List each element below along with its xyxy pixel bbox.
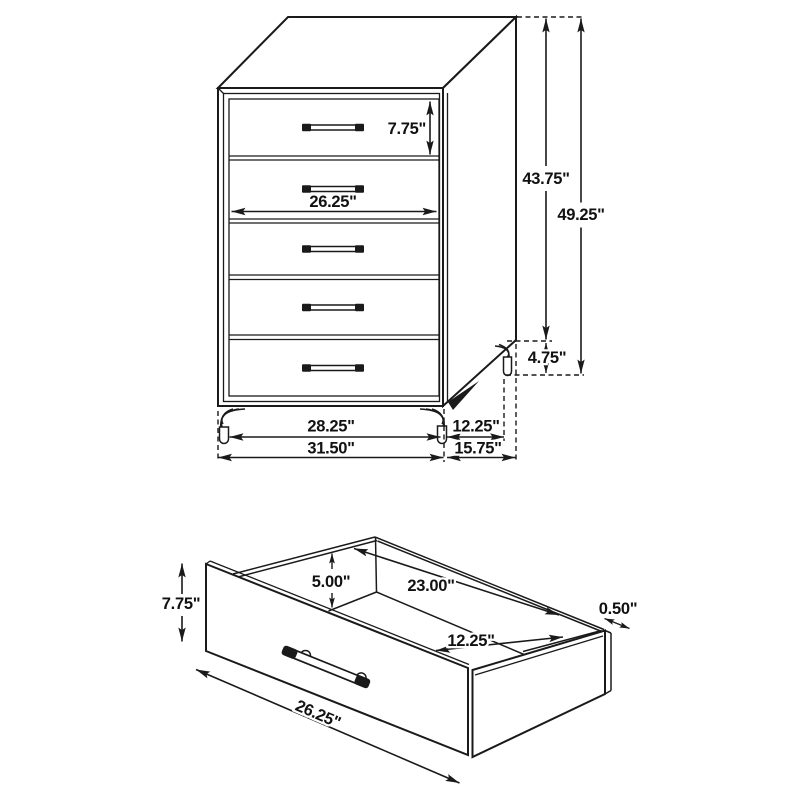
drawer-front-top-cap: [206, 561, 210, 564]
dim-chest-inner-width: 28.25": [307, 417, 355, 436]
dim-drawer-front-height: 7.75": [161, 595, 201, 613]
dim-drawer-inner-height: 5.00": [311, 573, 351, 591]
dim-drawer-inner-width: 23.00": [407, 577, 455, 595]
drawer-figure: [162, 537, 637, 783]
dim-chest-total-width: 31.50": [307, 439, 355, 458]
chest-front-left-leg: [220, 409, 246, 444]
dim-chest-total-height: 49.25": [557, 206, 605, 224]
dim-chest-leg-height: 4.75": [527, 349, 567, 367]
dim-drawer-side-thickness: 0.50": [598, 600, 638, 618]
chest-figure: [218, 17, 605, 462]
chest-front-right-leg: [420, 409, 447, 444]
dim-chest-upper-height: 43.75": [522, 170, 570, 188]
dim-drawer-inner-depth: 12.25": [447, 632, 495, 650]
dim-drawer-front-width: 26.25": [292, 696, 344, 733]
dim-chest-total-depth: 15.75": [454, 439, 502, 458]
dim-chest-drawer-height: 7.75": [387, 120, 426, 138]
dim-chest-inner-depth: 12.25": [452, 417, 500, 436]
dim-line-drawer-side-thickness: [605, 619, 630, 629]
dim-line-drawer-inner-width: [354, 549, 559, 616]
dim-chest-drawer-width: 26.25": [309, 193, 357, 211]
